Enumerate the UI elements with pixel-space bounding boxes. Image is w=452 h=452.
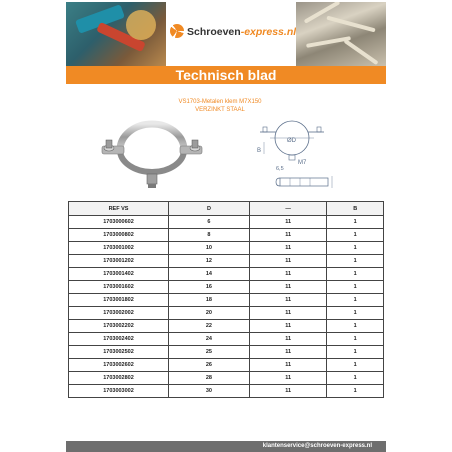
cell-d: 14 [169, 268, 250, 281]
cell-d: 26 [169, 359, 250, 372]
logo-text-suffix: -express.nl [240, 26, 297, 38]
cell-width: 11 [249, 385, 327, 398]
product-material: VERZINKT STAAL [195, 107, 245, 113]
cell-d: 12 [169, 255, 250, 268]
cell-width: 11 [249, 294, 327, 307]
cell-b: 1 [327, 242, 384, 255]
cell-d: 28 [169, 372, 250, 385]
cell-width: 11 [249, 333, 327, 346]
logo-text [187, 26, 296, 38]
cell-width: 11 [249, 372, 327, 385]
cell-ref: 1703002602 [69, 359, 169, 372]
cell-b: 1 [327, 255, 384, 268]
cell-ref: 1703002502 [69, 346, 169, 359]
cell-d: 8 [169, 229, 250, 242]
table-row [69, 346, 384, 359]
logo-text-main: Schroeven [187, 26, 241, 38]
clamp-photo [92, 110, 212, 190]
cell-width: 11 [249, 229, 327, 242]
cell-b: 1 [327, 216, 384, 229]
table-row [69, 320, 384, 333]
cell-b: 1 [327, 281, 384, 294]
height-label: B [257, 148, 262, 154]
table-row [69, 307, 384, 320]
cell-ref: 1703001402 [69, 268, 169, 281]
header-b: B [327, 202, 384, 216]
cell-width: 11 [249, 216, 327, 229]
cell-ref: 1703000802 [69, 229, 169, 242]
cell-b: 1 [327, 320, 384, 333]
tools-photo [66, 2, 166, 66]
table-row [69, 268, 384, 281]
header-width: — [249, 202, 327, 216]
table-row [69, 242, 384, 255]
header-banner [66, 2, 386, 66]
cell-ref: 1703002202 [69, 320, 169, 333]
cell-d: 16 [169, 281, 250, 294]
screws-photo [296, 2, 386, 66]
cell-ref: 1703001602 [69, 281, 169, 294]
cell-d: 25 [169, 346, 250, 359]
table-row [69, 333, 384, 346]
cell-width: 11 [249, 242, 327, 255]
cell-ref: 1703001802 [69, 294, 169, 307]
cell-d: 22 [169, 320, 250, 333]
cell-ref: 1703000602 [69, 216, 169, 229]
thread-label: M7 [298, 160, 307, 166]
cell-d: 10 [169, 242, 250, 255]
cell-ref: 1703002402 [69, 333, 169, 346]
cell-b: 1 [327, 385, 384, 398]
table-row [69, 216, 384, 229]
cell-d: 6 [169, 216, 250, 229]
product-name: VS1703-Metalen klem M7X150 [178, 99, 262, 105]
table-row [69, 281, 384, 294]
cell-b: 1 [327, 333, 384, 346]
offset-label: 6,5 [276, 166, 284, 172]
cell-width: 11 [249, 346, 327, 359]
cell-b: 1 [327, 346, 384, 359]
header-ref: REF VS [69, 202, 169, 216]
cell-b: 1 [327, 307, 384, 320]
diameter-label: ØD [287, 138, 296, 144]
cell-ref: 1703002802 [69, 372, 169, 385]
technical-drawing [250, 112, 340, 197]
cell-width: 11 [249, 281, 327, 294]
cell-b: 1 [327, 359, 384, 372]
cell-width: 11 [249, 255, 327, 268]
cell-d: 30 [169, 385, 250, 398]
cell-ref: 1703003002 [69, 385, 169, 398]
table-row [69, 359, 384, 372]
cell-b: 1 [327, 372, 384, 385]
cell-d: 24 [169, 333, 250, 346]
footer-email[interactable]: klantenservice@schroeven-express.nl [66, 441, 386, 452]
table-body [69, 216, 384, 398]
cell-d: 20 [169, 307, 250, 320]
table-row [69, 255, 384, 268]
cell-ref: 1703001202 [69, 255, 169, 268]
table-row [69, 372, 384, 385]
cell-b: 1 [327, 229, 384, 242]
table-row [69, 229, 384, 242]
logo [166, 2, 296, 66]
logo-icon [170, 24, 184, 38]
cell-d: 18 [169, 294, 250, 307]
cell-width: 11 [249, 359, 327, 372]
header-d: D [169, 202, 250, 216]
cell-ref: 1703001002 [69, 242, 169, 255]
table-row [69, 385, 384, 398]
page-title: Technisch blad [66, 66, 386, 84]
cell-ref: 1703002002 [69, 307, 169, 320]
table-header-row [69, 202, 384, 216]
cell-width: 11 [249, 307, 327, 320]
spec-table [68, 201, 384, 398]
cell-width: 11 [249, 268, 327, 281]
table-row [69, 294, 384, 307]
cell-b: 1 [327, 268, 384, 281]
cell-b: 1 [327, 294, 384, 307]
cell-width: 11 [249, 320, 327, 333]
